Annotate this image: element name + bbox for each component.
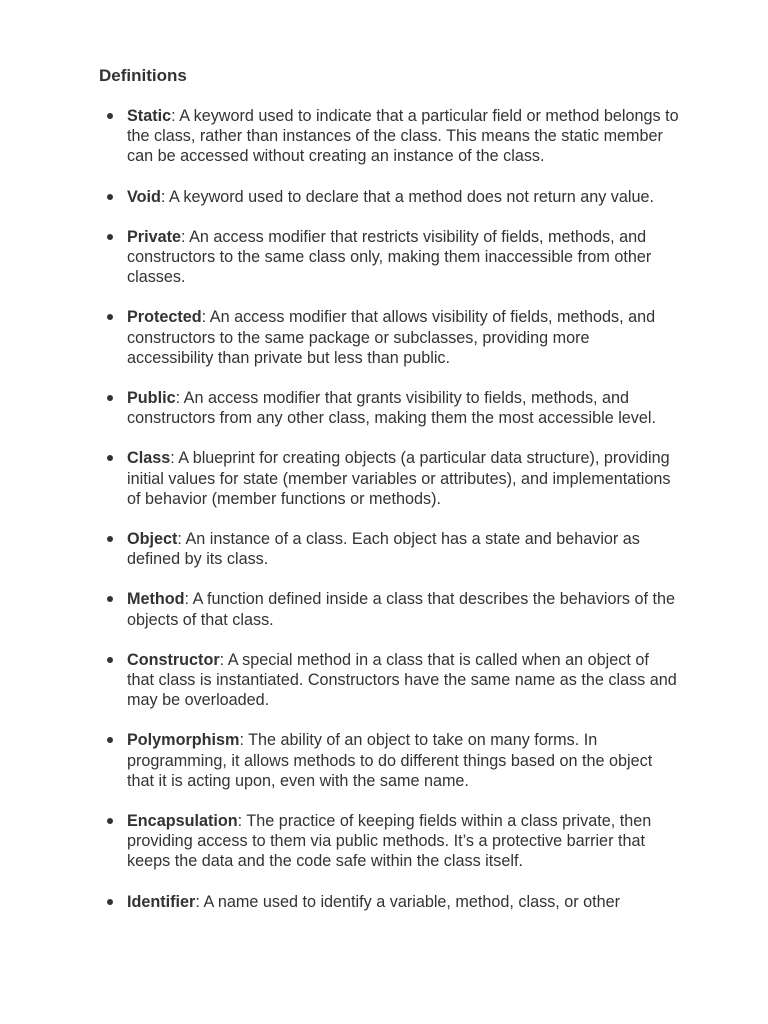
definition-text: : An instance of a class. Each object has a state and behavior as defined by its class. <box>127 530 640 569</box>
definition-term: Class <box>127 449 171 468</box>
bullet-icon <box>107 899 113 905</box>
definition-text: : The practice of keeping fields within a class private, then providing access to them via public methods. It’s a protective barrier that keeps the data and the code safe within the class itself. <box>127 812 652 871</box>
definition-term: Identifier <box>127 892 196 911</box>
definition-term: Protected <box>127 308 202 327</box>
definition-item <box>99 388 679 428</box>
definition-item <box>99 106 679 167</box>
bullet-icon <box>107 596 113 602</box>
definition-term: Void <box>127 187 161 206</box>
bullet-icon <box>107 234 113 240</box>
bullet-icon <box>107 113 113 119</box>
definition-item <box>99 448 679 509</box>
definition-text: : The ability of an object to take on many forms. In programming, it allows methods to do different things based on the object that it is acting upon, even with the same name. <box>127 731 653 790</box>
bullet-icon <box>107 395 113 401</box>
definition-item <box>99 650 679 711</box>
definition-term: Constructor <box>127 650 220 669</box>
bullet-icon <box>107 536 113 542</box>
definition-text: : An access modifier that restricts visibility of fields, methods, and constructors to the same class only, making them inaccessible from other classes. <box>127 227 652 287</box>
definition-term: Private <box>127 227 181 246</box>
definition-term: Encapsulation <box>127 812 238 831</box>
definition-item <box>99 892 679 912</box>
definition-term: Polymorphism <box>127 731 240 750</box>
page-title: Definitions <box>99 66 187 85</box>
definition-item <box>99 589 679 629</box>
definition-text: : An access modifier that grants visibility to fields, methods, and constructors from any other class, making them the most accessible level. <box>127 389 657 428</box>
bullet-icon <box>107 818 113 824</box>
definition-item <box>99 529 679 569</box>
definition-text: : A keyword used to declare that a method does not return any value. <box>160 187 654 206</box>
definition-term: Method <box>127 590 185 609</box>
definition-term: Object <box>127 530 178 549</box>
definition-term: Static <box>127 107 172 125</box>
bullet-icon <box>107 314 113 320</box>
bullet-icon <box>107 194 113 200</box>
definition-item <box>99 227 679 288</box>
definition-item <box>99 187 679 207</box>
definition-text: : An access modifier that allows visibility of fields, methods, and constructors to the same package or subclasses, providing more accessibility than private but less than public. <box>127 308 656 367</box>
definition-text: : A blueprint for creating objects (a particular data structure), providing initial values for state (member variables or attributes), and implementations of behavior (member functions or methods). <box>127 449 671 508</box>
definition-item <box>99 307 679 368</box>
definition-text: : A function defined inside a class that describes the behaviors of the objects of that class. <box>127 590 675 629</box>
bullet-icon <box>107 455 113 461</box>
definition-item <box>99 730 679 791</box>
bullet-icon <box>107 657 113 663</box>
definitions-list <box>99 106 679 932</box>
definition-text: : A keyword used to indicate that a particular field or method belongs to the class, rather than instances of the class. This means the static member can be accessed without creating an instance of the class. <box>127 107 679 166</box>
bullet-icon <box>107 737 113 743</box>
definition-text: : A name used to identify a variable, method, class, or other <box>195 892 621 911</box>
definition-text: : A special method in a class that is called when an object of that class is instantiated. Constructors have the same name as the class and may be overloaded. <box>127 650 677 710</box>
definition-term: Public <box>127 389 176 408</box>
definition-item <box>99 811 679 872</box>
